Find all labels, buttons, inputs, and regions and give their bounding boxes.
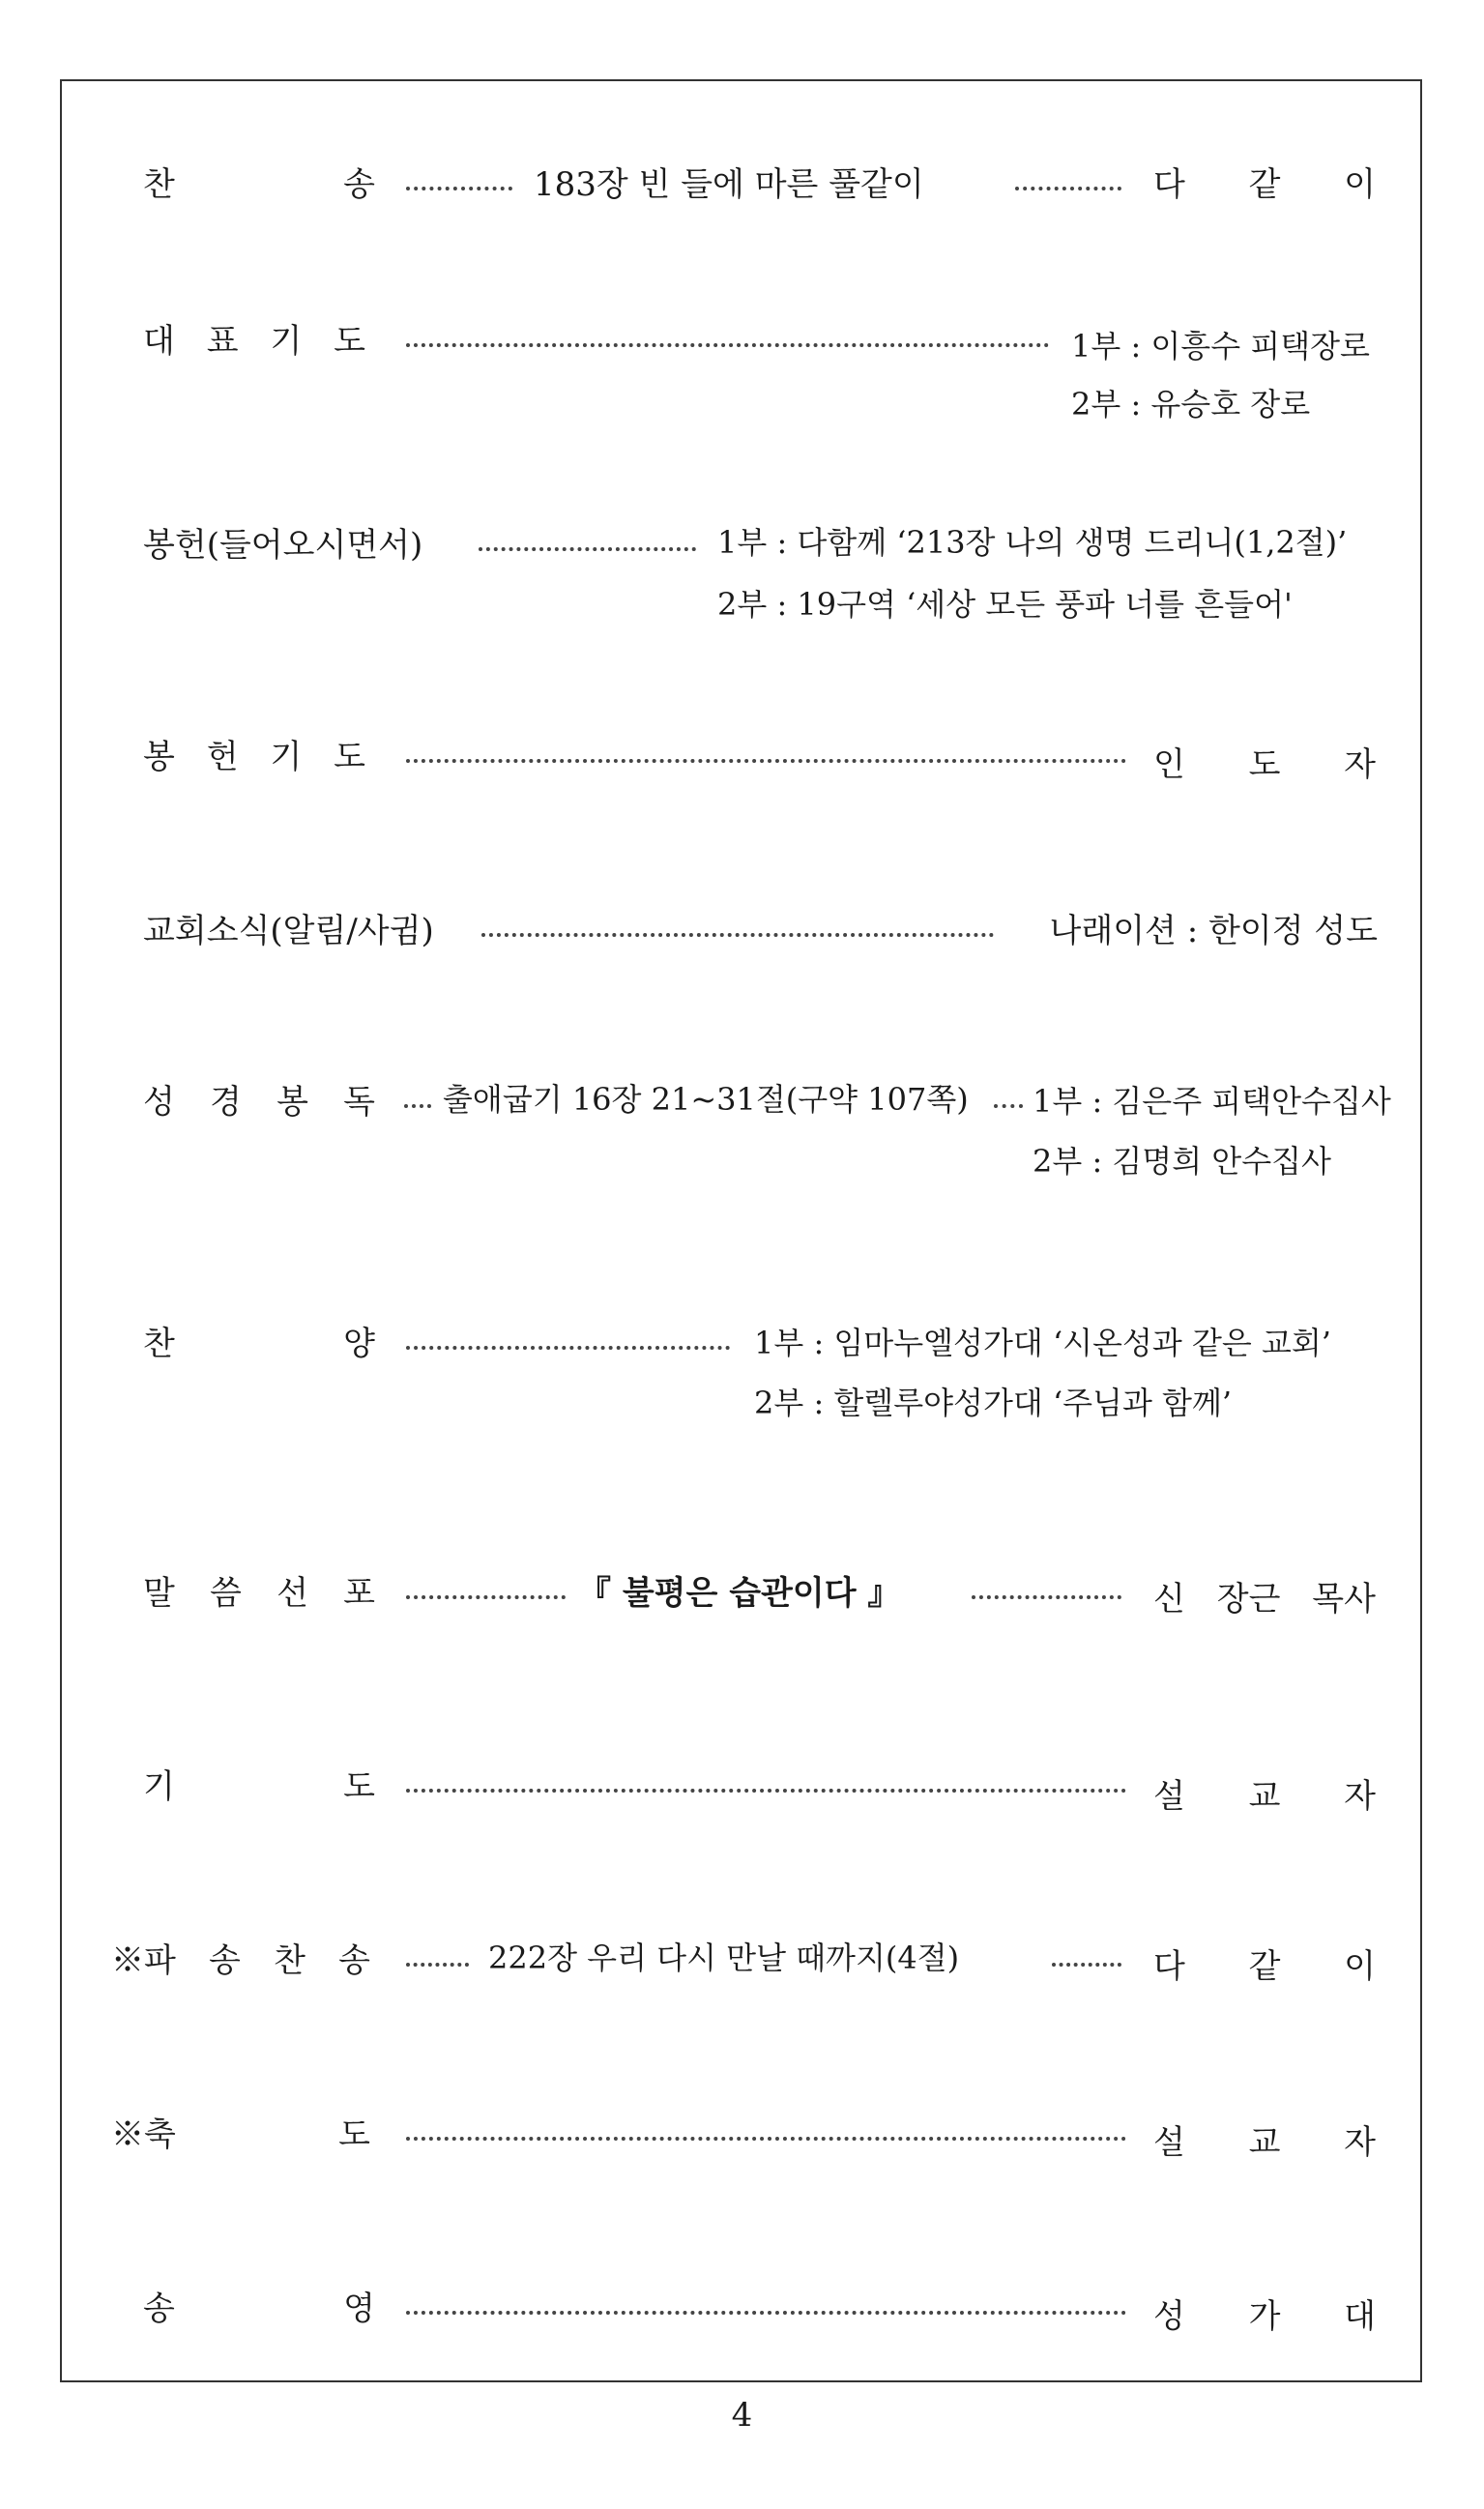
row-label: 교회소식(알림/사귐) [143, 912, 434, 950]
row-hymn [0, 158, 1484, 216]
choir-first-service: 1부 : 임마누엘성가대 ‘시온성과 같은 교회’ [754, 1325, 1331, 1361]
row-label: 말 씀 선 포 [143, 1574, 375, 1613]
dot-leader [404, 1104, 431, 1108]
page-number: 4 [731, 2396, 753, 2435]
dot-leader [481, 933, 994, 937]
row-label: 송 영 [143, 2290, 375, 2328]
dot-leader [972, 1595, 1121, 1599]
dot-leader [406, 1789, 1126, 1793]
offering-second-service: 2부 : 19구역 ‘세상 모든 풍파 너를 흔들어' [717, 586, 1293, 623]
sermon-title: 『 불평은 습관이다 』 [578, 1574, 901, 1613]
dot-leader [406, 343, 1049, 347]
row-sending-hymn [0, 1934, 1484, 1992]
dot-leader [406, 1595, 566, 1599]
row-scripture [0, 1075, 1484, 1133]
row-label: ※축 도 [111, 2115, 370, 2154]
reader-first-service: 1부 : 김은주 피택안수집사 [1033, 1083, 1391, 1120]
prayer-second-service: 2부 : 유승호 장로 [1071, 386, 1311, 423]
offering-first-service: 1부 : 다함께 ‘213장 나의 생명 드리니(1,2절)’ [717, 524, 1348, 561]
hymn-title: 183장 빈 들에 마른 풀같이 [534, 165, 924, 204]
row-prayer-after-sermon [0, 1760, 1484, 1818]
row-choir [0, 1317, 1484, 1375]
row-offering-prayer [0, 730, 1484, 788]
dot-leader [406, 1346, 730, 1350]
reader-second-service: 2부 : 김명희 안수집사 [1033, 1143, 1331, 1180]
dot-leader [1015, 187, 1121, 190]
presenter: 다 같 이 [1153, 165, 1376, 204]
row-label: 찬 양 [143, 1325, 375, 1363]
row-sermon [0, 1566, 1484, 1624]
dot-leader [406, 2137, 1126, 2141]
row-label: 성 경 봉 독 [143, 1083, 375, 1122]
row-label: 대 표 기 도 [143, 322, 365, 361]
program-frame [60, 79, 1422, 2382]
dot-leader [406, 1963, 469, 1967]
row-church-news [0, 904, 1484, 962]
dot-leader [479, 547, 696, 551]
dot-leader [1052, 1963, 1121, 1967]
row-label: 기 도 [143, 1767, 375, 1806]
choir-second-service: 2부 : 할렐루야성가대 ‘주님과 함께’ [754, 1385, 1233, 1421]
row-doxology [0, 2282, 1484, 2340]
presenter: 설 교 자 [1153, 1777, 1376, 1816]
prayer-first-service: 1부 : 이흥수 피택장로 [1071, 328, 1370, 365]
row-benediction [0, 2108, 1484, 2166]
dot-leader [994, 1104, 1023, 1108]
scripture-passage: 출애굽기 16장 21~31절(구약 107쪽) [443, 1081, 969, 1118]
dot-leader [406, 2311, 1126, 2315]
preacher: 신 장근 목사 [1153, 1580, 1376, 1619]
dot-leader [406, 187, 512, 190]
dot-leader [406, 759, 1126, 763]
sending-hymn-title: 222장 우리 다시 만날 때까지(4절) [488, 1940, 960, 1976]
presenter: 설 교 자 [1153, 2123, 1376, 2162]
row-label: 봉헌(들어오시면서) [143, 526, 423, 565]
row-offering [0, 518, 1484, 576]
presenter: 인 도 자 [1153, 745, 1376, 784]
row-label: ※파 송 찬 송 [111, 1941, 370, 1980]
presenter: 다 같 이 [1153, 1947, 1376, 1986]
row-label: 봉 헌 기 도 [143, 738, 365, 776]
presenter: 성 가 대 [1153, 2297, 1376, 2336]
narrator: 나래이션 : 한이정 성도 [1049, 912, 1378, 950]
row-label: 찬 송 [143, 165, 375, 204]
